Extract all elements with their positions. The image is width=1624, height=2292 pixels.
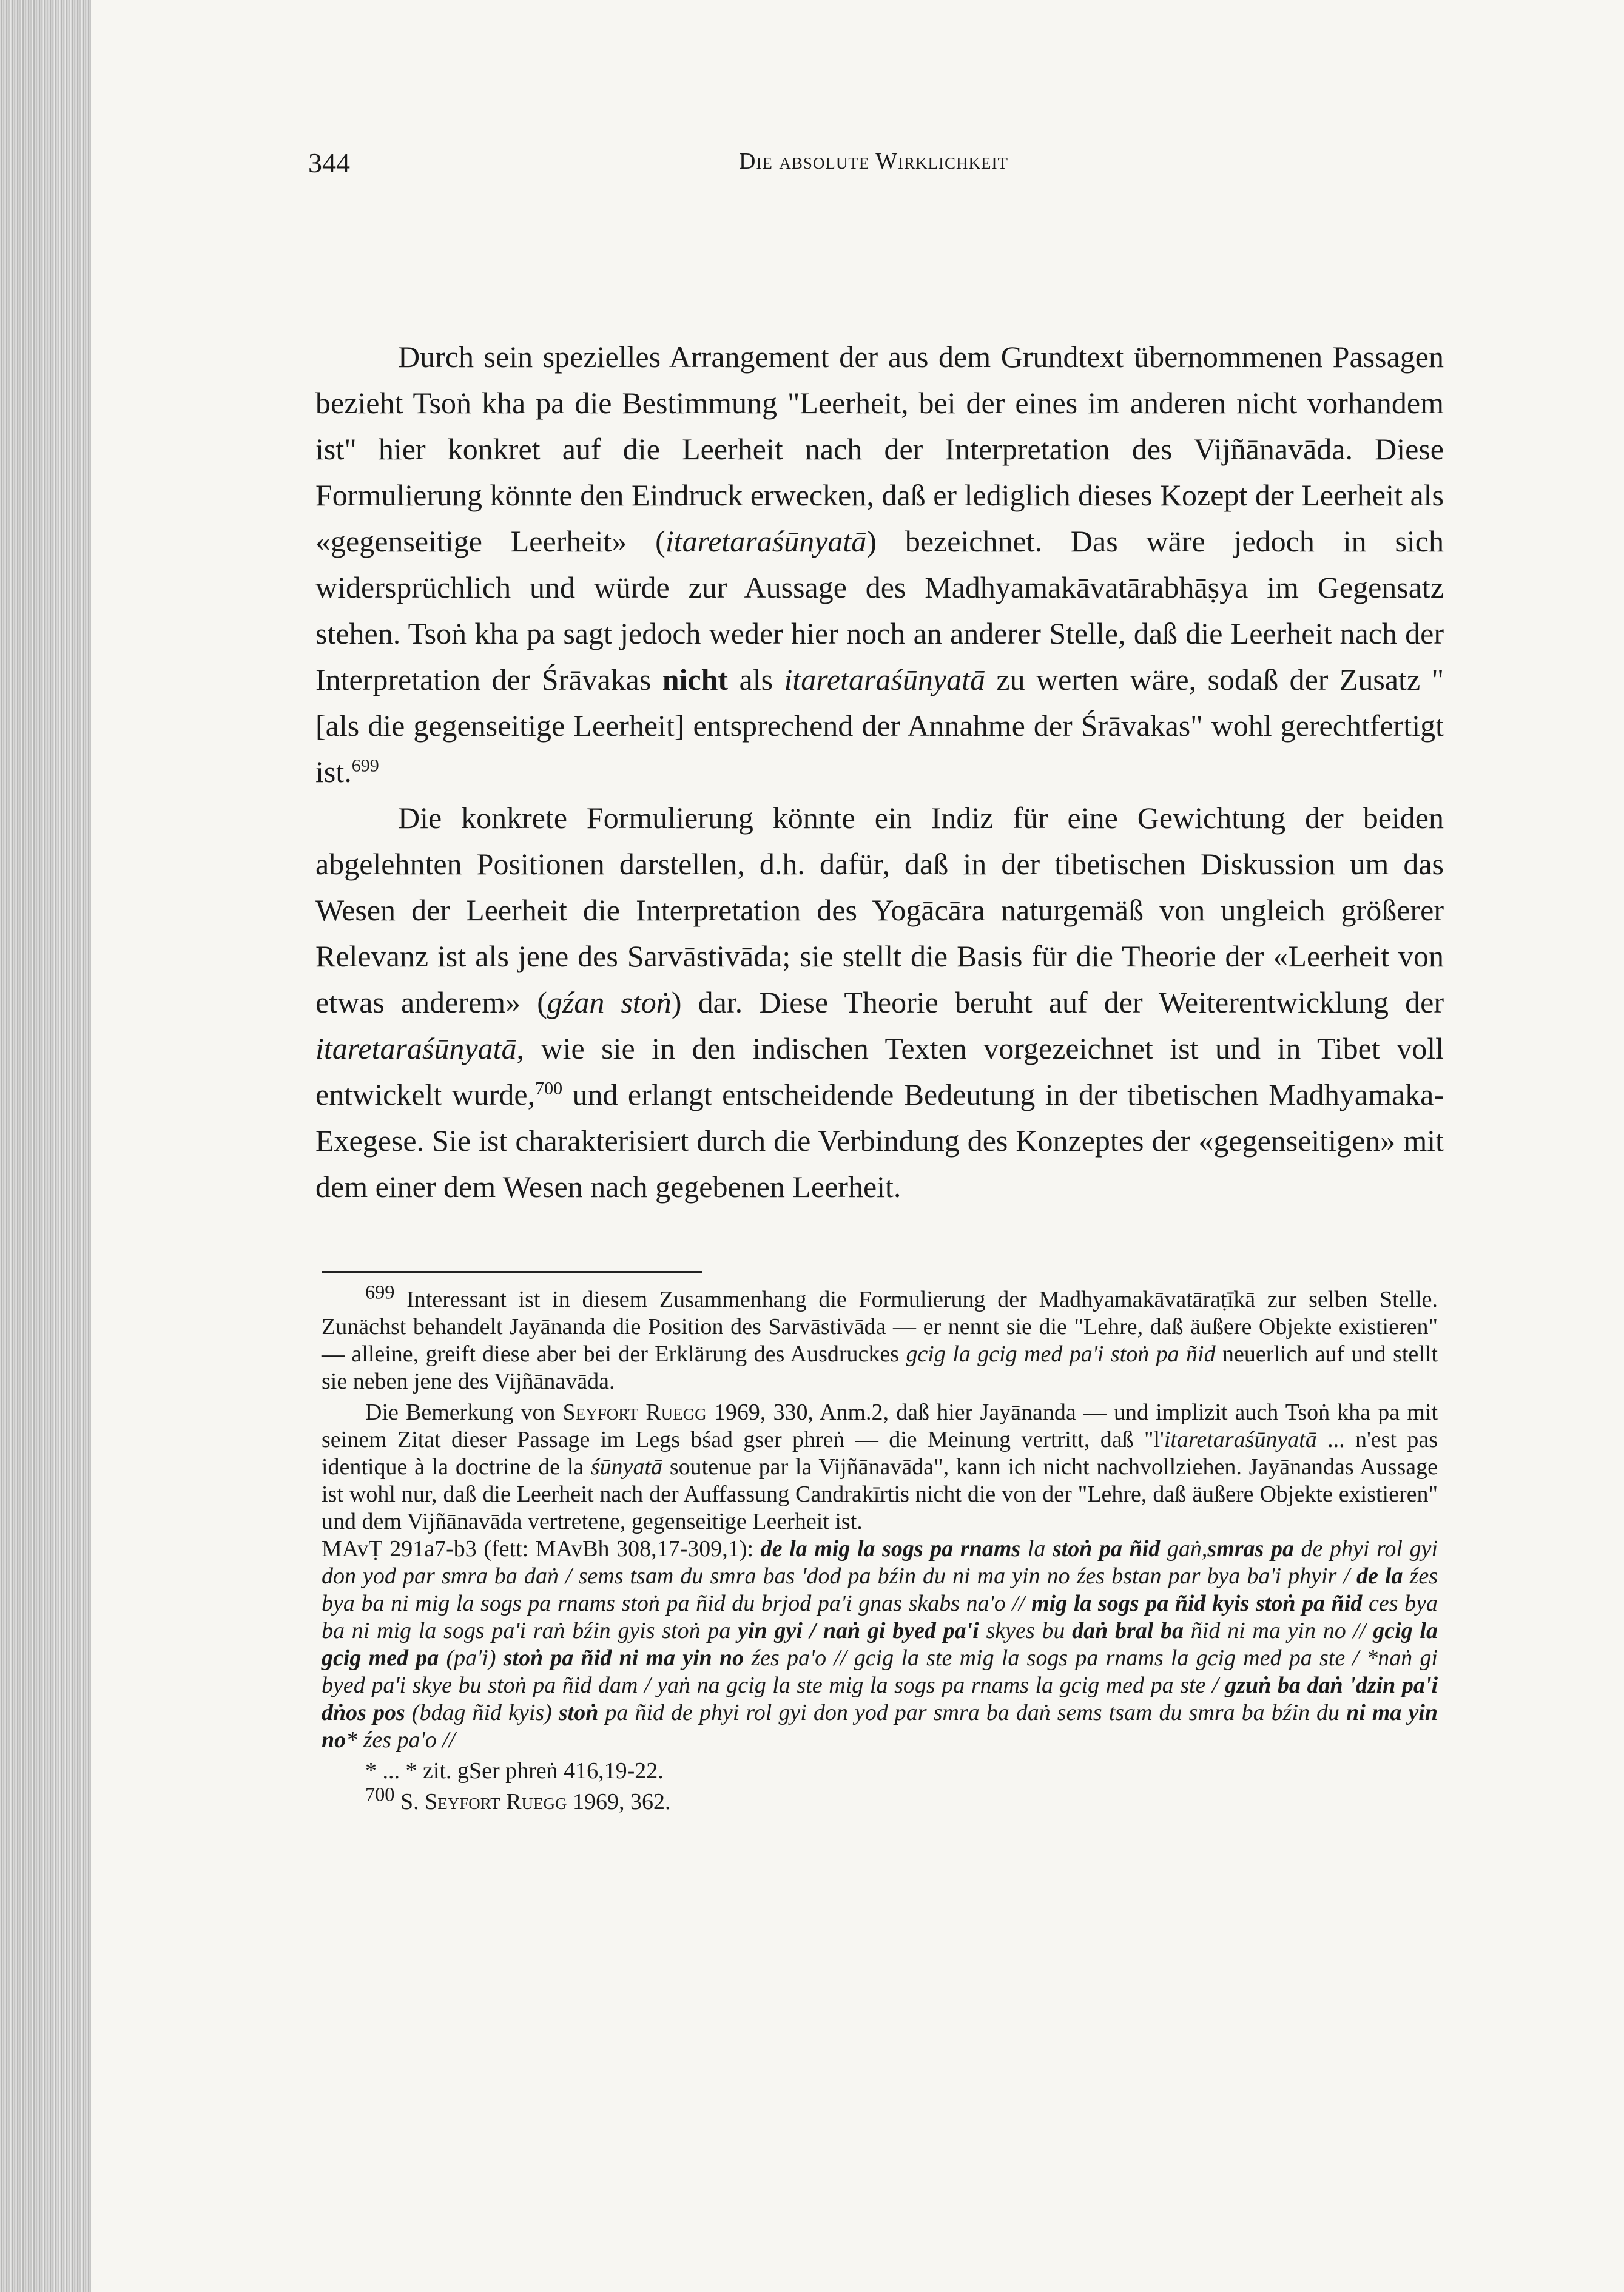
footnote-700: $^{700}$ S. Seyfort Ruegg 1969, 362. [365,1783,671,1815]
footnote-699: $^{699}$ Interessant ist in diesem Zusammenhang die Formulierung der Madhyamakāvatāraṭīkā zur selben Stelle. Zunächst behandelt Jayānanda die Position des Sarvāstivāda — er nennt sie die "Lehre, daß äußere Objekte existieren" — alleine, greift diese aber bei der Erklärung des Ausdruckes gcig la gcig med pa'i stoṅ pa ñid neuerlich auf und stellt sie neben jene des Vijñānavāda. [322,1281,1438,1394]
footnote-ref-700: 700 [535,1078,563,1099]
footnote-699-tibetan-quote: MAvṬ 291a7-b3 (fett: MAvBh 308,17-309,1): de la mig la sogs pa rnams la stoṅ pa ñid gaṅ,smras pa de phyi rol gyi don yod par smra ba daṅ / sems tsam du smra bas 'dod pa bźin du ni ma yin no źes bstan par bya ba'i phyir / de la źes bya ba ni mig la sogs pa rnams stoṅ pa ñid du brjod pa'i gnas skabs na'o // mig la sogs pa ñid kyis stoṅ pa ñid ces bya ba ni mig la sogs pa'i raṅ bźin gyis stoṅ pa yin gyi / naṅ gi byed pa'i skyes bu daṅ bral ba ñid ni ma yin no // gcig la gcig med pa (pa'i) stoṅ pa ñid ni ma yin no źes pa'o // gcig la ste mig la sogs pa rnams la gcig med pa ste / *naṅ gi byed pa'i skye bu stoṅ pa ñid dam / yaṅ na gcig la ste mig la sogs pa rnams la gcig med pa ste / gzuṅ ba daṅ 'dzin pa'i dṅos pos (bdag ñid kyis) stoṅ pa ñid de phyi rol gyi don yod par smra ba daṅ sems tsam du smra ba bźin du ni ma yin no* źes pa'o // [322,1536,1438,1753]
footnote-699-citation: * ... * zit. gSer phreṅ 416,19-22. [365,1758,664,1784]
footnote-ref-699: 699 [351,755,379,776]
running-title: Die absolute Wirklichkeit [738,149,1009,174]
page-number: 344 [308,147,350,178]
paragraph-1: Durch sein spezielles Arrangement der aus dem Grundtext übernommenen Passagen bezieht Tsoṅ kha pa die Bestimmung "Leerheit, bei der eines im anderen nicht vorhandem ist" hier konkret auf die Leerheit nach der Interpretation des Vijñānavāda. Diese Formulierung könnte den Eindruck erwecken, daß er lediglich dieses Kozept der Leerheit als «gegenseitige Leerheit» (itaretaraśūnyatā) bezeichnet. Das wäre jedoch in sich widersprüchlich und würde zur Aussage des Madhyamakāvatārabhāṣya im Gegensatz stehen. Tsoṅ kha pa sagt jedoch weder hier noch an anderer Stelle, daß die Leerheit nach der Interpretation der Śrāvakas nicht als itaretaraśūnyatā zu werten wäre, sodaß der Zusatz "[als die gegenseitige Leerheit] entsprechend der Annahme der Śrāvakas" wohl gerechtfertigt ist.$^{699}$ [315,340,1444,789]
book-spine-shadow [0,0,91,2292]
book-page [303,121,1444,1815]
footnote-separator [322,1271,702,1273]
footnotes [322,1281,1438,1816]
page-header [303,121,1444,188]
footnote-699-remark: Die Bemerkung von Seyfort Ruegg 1969, 330, Anm.2, daß hier Jayānanda — und implizit auch Tsoṅ kha pa mit seinem Zitat dieser Passage im Legs bśad gser phreṅ — die Meinung vertritt, daß "l'itaretaraśūnyatā ... n'est pas identique à la doctrine de la śūnyatā soutenue par la Vijñānavāda", kann ich nicht nachvollziehen. Jayānandas Aussage ist wohl nur, daß die Leerheit nach der Auffassung Candrakīrtis nicht die von der "Lehre, daß äußere Objekte existieren" und dem Vijñānavāda vertretene, gegenseitige Leerheit ist. [322,1400,1438,1534]
paragraph-2: Die konkrete Formulierung könnte ein Indiz für eine Gewichtung der beiden abgelehnten Positionen darstellen, d.h. dafür, daß in der tibetischen Diskussion um das Wesen der Leerheit die Interpretation des Yogācāra naturgemäß von ungleich größerer Relevanz ist als jene des Sarvāstivāda; sie stellt die Basis für die Theorie der «Leerheit von etwas anderem» (gźan stoṅ) dar. Diese Theorie beruht auf der Weiterentwicklung der itaretaraśūnyatā, wie sie in den indischen Texten vorgezeichnet ist und in Tibet voll entwickelt wurde,$^{700}$ und erlangt entscheidende Bedeutung in der tibetischen Madhyamaka-Exegese. Sie ist charakterisiert durch die Verbindung des Konzeptes der «gegenseitigen» mit dem einer dem Wesen nach gegebenen Leerheit. [315,801,1444,1204]
